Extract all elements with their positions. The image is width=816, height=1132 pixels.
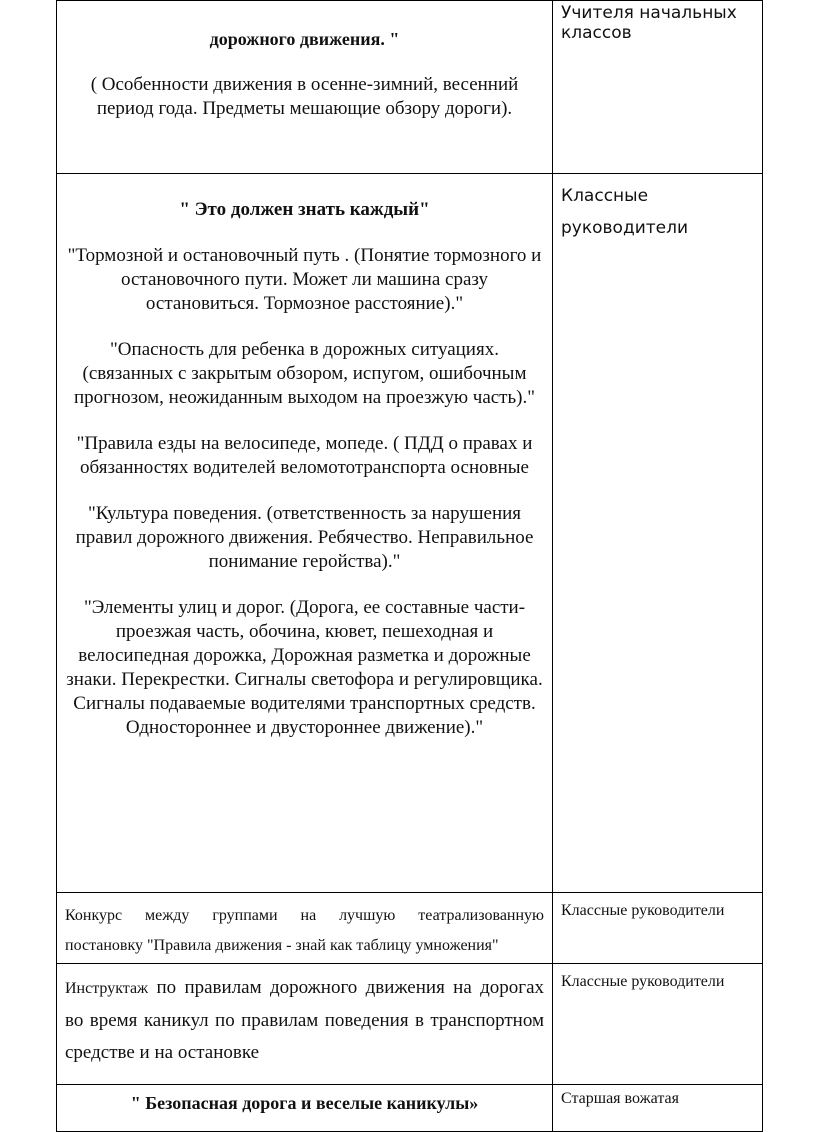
responsible-cell: [553, 893, 763, 964]
event-title: Безопасная дорога и веселые каникулы»: [145, 1093, 479, 1113]
event-text: по правилам дорожного движения на дорогах во время каникул по правилам поведения в транспортном средстве и на остановке: [65, 977, 544, 1063]
event-topic: "Правила езды на велосипеде, мопеде. ( ПДД о правах и обязанностях водителей веломототранспорта основные: [76, 433, 533, 478]
table-row: [57, 174, 763, 893]
table-row: [57, 893, 763, 964]
table-row: [57, 1085, 763, 1132]
table-row: [57, 1, 763, 174]
event-description: постановку "Правила движения - знай как таблицу умножения": [65, 937, 499, 954]
responsible-text: Старшая вожатая: [561, 1090, 679, 1107]
quote-mark: ": [130, 1093, 146, 1113]
event-cell: [57, 964, 553, 1085]
event-topic: "Опасность для ребенка в дорожных ситуациях. (связанных с закрытым обзором, испугом, ошибочным прогнозом, неожиданным выходом на проезжую часть).": [73, 339, 535, 408]
table-row: [57, 964, 763, 1085]
responsible-text: Классные руководители: [561, 902, 725, 919]
event-cell: [57, 1085, 553, 1132]
event-topic: "Элементы улиц и дорог. (Дорога, ее составные части- проезжая часть, обочина, кювет, пешеходная и велосипедная дорожка, Дорожная разметка и дорожные знаки. Перекрестки. Сигналы светофора и регулировщика. Сигналы подаваемые водителями транспортных средств. Одностороннее и двустороннее движение).": [66, 597, 543, 738]
responsible-cell: [553, 1, 763, 174]
event-heading: " Это должен знать каждый": [179, 199, 430, 220]
responsible-text: руководители: [561, 218, 689, 238]
responsible-cell: [553, 174, 763, 893]
event-heading: дорожного движения. ": [209, 29, 400, 49]
event-cell: [57, 893, 553, 964]
event-description: [65, 972, 544, 1069]
event-description: ( Особенности движения в осенне-зимний, весенний период года. Предметы мешающие обзору дороги).: [90, 74, 519, 119]
events-table: [56, 0, 763, 1132]
event-description: Конкурс между группами на лучшую театрализованную: [65, 907, 544, 924]
event-cell: [57, 1, 553, 174]
responsible-cell: [553, 964, 763, 1085]
event-lead: Инструктаж: [65, 980, 149, 997]
event-topic: "Культура поведения. (ответственность за нарушения правил дорожного движения. Ребячество. Неправильное понимание геройства).": [75, 503, 534, 572]
responsible-text: Учителя начальных классов: [561, 3, 737, 43]
responsible-text: Классные руководители: [561, 973, 725, 990]
event-topic: "Тормозной и остановочный путь . (Понятие тормозного и остановочного пути. Может ли машина сразу остановиться. Тормозное расстояние).": [67, 245, 542, 314]
event-cell: [57, 174, 553, 893]
responsible-cell: [553, 1085, 763, 1132]
responsible-text: Классные: [561, 186, 649, 206]
